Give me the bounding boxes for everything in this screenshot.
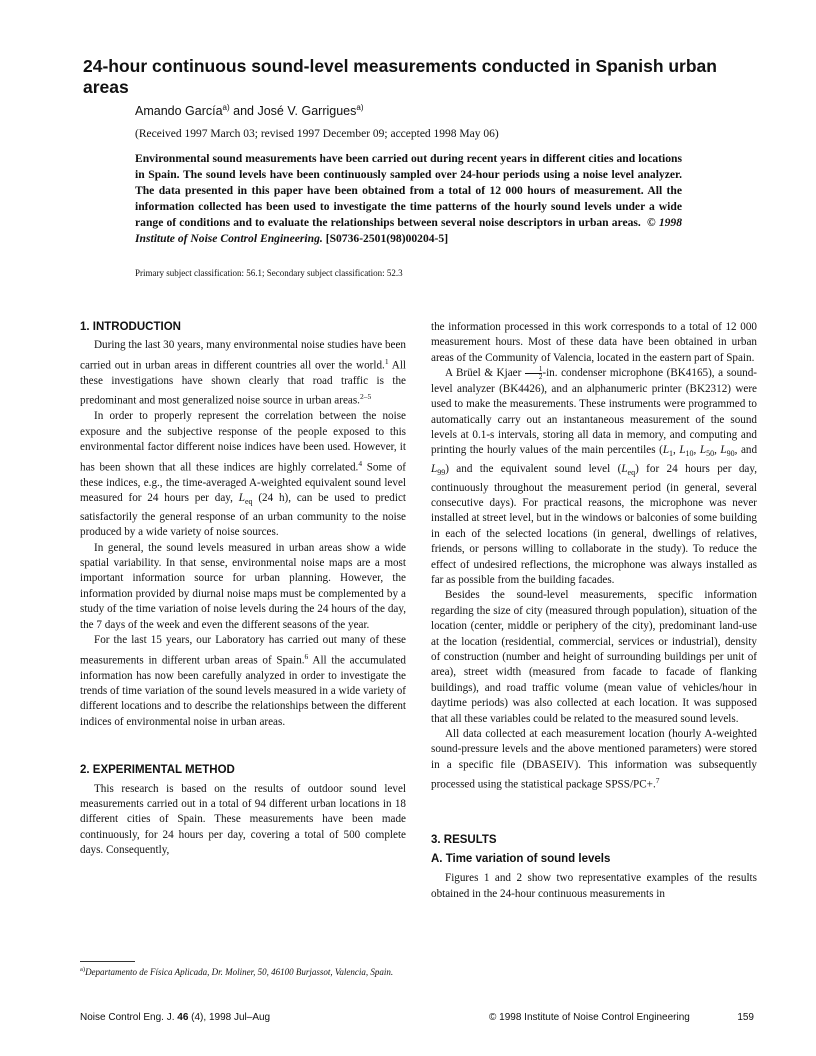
paragraph	[80, 633, 406, 730]
subscript: 90	[726, 449, 735, 459]
text: Noise Control Eng. J.	[80, 1012, 178, 1023]
footnote-text: Departamento de Física Aplicada, Dr. Moliner, 50, 46100 Burjassot, Valencia, Spain.	[85, 967, 394, 977]
paragraph	[80, 409, 406, 540]
volume-number: 46	[177, 1012, 189, 1023]
text: All these investigations have shown clearly that road traffic is the predominant and most generalized noise source in urban areas.	[80, 359, 407, 408]
affiliation-mark: a)	[356, 103, 364, 112]
page-number: 159	[737, 1012, 754, 1023]
subsection-heading: A. Time variation of sound levels	[431, 852, 611, 865]
paragraph: Besides the sound-level measurements, specific information regarding the size of city (measured through population), situation of the location (center, middle or periphery of the city), predominant land-use at the location (residential, commercial, services or industrial), density of construction (number and height of surrounding buildings per unit of area), street width (measured from facade to facade of flanking buildings), and road traffic volume (mean value of vehicles/hour in daytime periods) was also collected at each location. It was supposed that all these variables could be related to the measured sound levels.	[431, 589, 757, 725]
citation-ref: 4	[358, 458, 363, 468]
symbol: L	[431, 462, 438, 475]
right-column	[431, 320, 757, 902]
abstract-text: Environmental sound measurements have been carried out during recent years in different cities and locations in Spain. The sound levels have been continuously sampled over 24-hour periods using a noise level analyzer. The data presented in this paper have been obtained from a total of 12 000 hours of measurement. All the information collected has been used to investigate the time patterns of the hourly sound levels under a wide range of conditions and to evaluate the relationships between several noise descriptors in urban areas.	[135, 152, 682, 230]
text: ) and the equivalent sound level (	[445, 462, 622, 475]
abstract	[135, 151, 682, 248]
author-list	[135, 103, 364, 118]
footnote	[80, 964, 406, 978]
citation-ref: 1	[384, 356, 389, 366]
symbol: L	[679, 444, 686, 457]
text: (24 h), can be used to predict satisfactorily the general response of an urban community to the noise produced by a wide variety of noise sources.	[80, 492, 407, 539]
text: -in. condenser microphone (BK4165), a sound-level analyzer (BK4426), and an alphanumeric printer (BK2312) were used to make the measurements. These instruments were programmed to automatically carry out an instantaneous measurement of the sound levels at 0.1-s intervals, storing all data in memory, and computing and printing the hourly values of the main percentiles (	[431, 367, 757, 457]
text: In order to properly represent the correlation between the noise exposure and the subjective response of the people exposed to this environmental factor different noise indices have been used. However, it has been shown that all these indices are highly correlated.	[80, 410, 406, 474]
fraction-numerator: 1	[525, 366, 543, 374]
footer-copyright: © 1998 Institute of Noise Control Engineering	[489, 1012, 690, 1023]
section-heading-introduction: 1. INTRODUCTION	[80, 321, 181, 333]
received-dates: (Received 1997 March 03; revised 1997 December 09; accepted 1998 May 06)	[135, 128, 499, 140]
paragraph: the information processed in this work corresponds to a total of 12 000 measurement hours. Most of these data have been obtained in urban areas of the Community of Valencia, located in the eastern part of Spain.	[431, 321, 757, 364]
footnote-mark: a)	[80, 966, 86, 973]
paragraph: A Brüel & Kjaer $\frac{1}{2}$ -in. condenser microphone (BK4165), a sound-level analyzer (BK4426), and an alphanumeric printer (BK2312) were used to make the measurements. These instruments were programmed to automatically carry out an instantaneous measurement of the sound levels at 0.1-s intervals, storing all data in memory, and computing and printing the hourly values of the main percentiles ($L_1$, $L_{10}$, $L_{50}$, $L_{90}$, and $L_{99}$) and the equivalent sound level $(L_{eq})$ for 24 hours per day, continuously throughout the measurement period (in general, several consecutive days). For practical reasons, the microphone was never installed at street level, but in the windows or balconies of some building in each of the selected locations (in general, dwellings of relatives, friends, or persons willing to collaborate in the study). To reduce the effect of undesired reflections, the microphone was always installed as far as possible from the building facades.	[431, 365, 758, 586]
subscript: 99	[437, 468, 446, 478]
text: All data collected at each measurement location (hourly A-weighted sound-pressure levels and the above mentioned parameters) were stored in a specific file (DBASEIV). This information was subsequently processed using the statistical package SPSS/PC+.	[431, 728, 757, 791]
footnote-divider	[80, 961, 135, 962]
paragraph: Figures 1 and 2 show two representative examples of the results obtained in the 24-hour continuous measurements in	[431, 872, 757, 900]
article-title: 24-hour continuous sound-level measurements conducted in Spanish urban areas	[83, 56, 717, 97]
fraction-denominator: 2	[538, 373, 543, 382]
journal-citation	[80, 1012, 270, 1023]
abstract-copyright: © 1998 Institute of Noise Control Engineering.	[135, 216, 683, 246]
text: All the accumulated information has now been carefully analyzed in order to investigate the trends of time variation of the sound levels measured in a wide variety of different locations and to describe the relationships between the different indices of environmental noise in urban areas.	[80, 654, 406, 728]
subscript: eq	[244, 497, 253, 507]
symbol: L	[238, 492, 245, 505]
author-name: José V. Garrigues	[257, 104, 357, 119]
left-column	[80, 320, 406, 859]
subscript: eq	[627, 468, 636, 478]
affiliation-mark: a)	[222, 103, 230, 112]
paragraph: This research is based on the results of outdoor sound level measurements carried out in a total of 94 different urban locations in 18 different cities of Spain. These measurements have been made continuously, for 24 hours per day, covering a total of 500 complete days. Consequently,	[80, 782, 406, 857]
subscript: 50	[706, 449, 715, 459]
footer-right	[489, 1012, 754, 1023]
subscript: 10	[685, 449, 694, 459]
paragraph	[80, 338, 406, 409]
text: A Brüel & Kjaer	[445, 367, 525, 380]
symbol: L	[662, 444, 670, 457]
abstract-code: [S0736-2501(98)00204-5]	[325, 232, 449, 246]
author-conjunction: and	[229, 104, 258, 119]
text: Some of these indices, e.g., the time-averaged A-weighted equivalent sound level measured for 24 hours per day,	[80, 461, 406, 505]
subscript: 1	[669, 449, 674, 459]
text: During the last 30 years, many environmental noise studies have been carried out in urban areas in different countries all over the world.	[80, 339, 406, 372]
text: (4), 1998 Jul–Aug	[188, 1012, 271, 1023]
section-heading-results: 3. RESULTS	[431, 834, 497, 847]
symbol: L	[621, 462, 628, 475]
citation-ref: 2–5	[359, 392, 372, 402]
symbol: L	[720, 444, 727, 457]
paragraph	[431, 727, 757, 793]
fraction	[525, 366, 543, 381]
text: ) for 24 hours per day, continuously throughout the measurement period (in general, several consecutive days). For practical reasons, the microphone was never installed at street level, but in the windows or balconies of some building in each of the selected locations (in general, dwellings of relatives, friends, or persons willing to collaborate in the study). To reduce the effect of undesired reflections, the microphone was always installed as far as possible from the building facades.	[431, 462, 757, 586]
author-name: Amando García	[135, 104, 223, 119]
symbol: L	[699, 444, 707, 457]
text: and	[740, 444, 758, 457]
text: For the last 15 years, our Laboratory has carried out many of these measurements in different urban areas of Spain.	[80, 634, 406, 667]
paragraph: In general, the sound levels measured in urban areas show a wide spatial variability. In that sense, environmental noise maps are a most important information source for urban planning. However, the information provided by diurnal noise maps must be complemented by a study of the time variation of noise levels during the 24 hours of the day, the 7 days of the week and even the different seasons of the year.	[80, 541, 406, 631]
citation-ref: 7	[655, 776, 660, 786]
section-heading-method: 2. EXPERIMENTAL METHOD	[80, 764, 235, 777]
citation-ref: 6	[304, 651, 309, 661]
subject-classification: Primary subject classification: 56.1; Secondary subject classification: 52.3	[135, 268, 403, 278]
